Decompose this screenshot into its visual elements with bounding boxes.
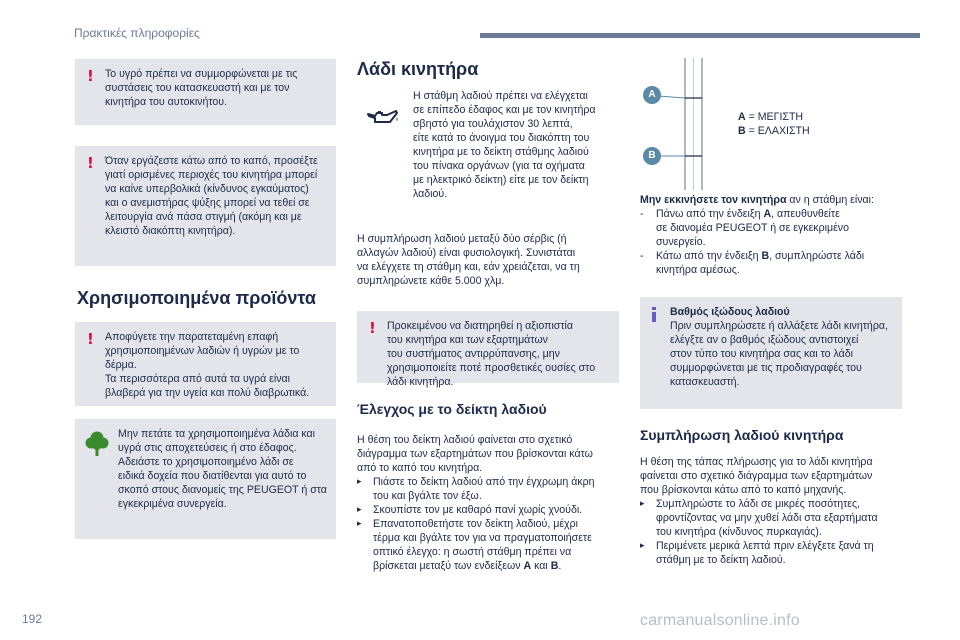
marker-b: B [643,147,661,165]
warning-box-skin: ! Αποφύγετε την παρατεταμένη επαφή χρησιμοποιημένων λαδιών ή υγρών με το δέρμα. Τα περισσότερα από αυτά τα υγρά είναι βλαβερά για την υγεία και πολύ διαβρωτικά. [75,322,336,406]
warning-box-additives: ! Προκειμένου να διατηρηθεί η αξιοπιστία του κινητήρα και των εξαρτημάτων του συστήματος αντιρρύπανσης, μην χρησιμοποιείτε ποτέ προσθετικές ουσίες στο λάδι κινητήρα. [357,311,619,383]
warning-icon: ! [87,67,94,85]
dipstick-section: Η θέση του δείκτη λαδιού φαίνεται στο σχετικό διάγραμμα των εξαρτημάτων που βρίσκονται κάτω από το καπό του κινητήρα. ▸ Πιάστε το δείκτη λαδιού από την έγχρωμη άκρη του και βγάλτε τον έξω. ▸ Σκουπίστε τον με καθαρό πανί χωρίς χνούδι. ▸ Επανατοποθετήστε τον δείκτη λαδιού, μέχρι τέρμα και βγάλτε τον για να πραγματοποιήσετε οπτικό έλεγχο: η σωστή στάθμη πρέπει να βρίσκεται μεταξύ των ενδείξεων A και B. [357,433,619,573]
warning-box-hot: ! Όταν εργάζεστε κάτω από το καπό, προσέξτε γιατί ορισμένες περιοχές του κινητήρα μπορεί να καίνε υπερβολικά (κίνδυνος εγκαύματος) και ο ανεμιστήρας ψύξης μπορεί να τεθεί σε λειτουργία ανά πάσα στιγμή (ακόμη και με κλειστό διακόπτη κινητήρα). [75,146,336,266]
list-item: - Κάτω από την ένδειξη B, συμπληρώστε λάδι κινητήρα αμέσως. [640,250,865,276]
topup-section: Η θέση της τάπας πλήρωσης για το λάδι κινητήρα φαίνεται στο σχετικό διάγραμμα των εξαρτημάτων που βρίσκονται κάτω από το καπό μηχανής. ▸ Συμπληρώστε το λάδι σε μικρές ποσότητες, φροντίζοντας να μην χυθεί λάδι στα εξαρτήματα του κινητήρα (κίνδυνος πυρκαγιάς). ▸ Περιμένετε μερικά λεπτά πριν ελέγξετε ξανά τη στάθμη με το δείκτη λαδιού. [640,455,910,567]
list-item: ▸ Συμπληρώστε το λάδι σε μικρές ποσότητες, φροντίζοντας να μην χυθεί λάδι στα εξαρτήματα του κινητήρα (κίνδυνος πυρκαγιάς). [640,498,878,538]
used-products-title: Χρησιμοποιημένα προϊόντα [77,288,316,308]
bullet-icon: ▸ [357,477,362,487]
list-item: ▸ Επανατοποθετήστε τον δείκτη λαδιού, μέχρι τέρμα και βγάλτε τον για να πραγματοποιήσετε οπτικό έλεγχο: η σωστή στάθμη πρέπει να βρίσκεται μεταξύ των ενδείξεων A και B. [357,518,592,572]
oil-can-icon [366,108,400,130]
warning-icon: ! [87,154,94,172]
warning-box-fluid: ! Το υγρό πρέπει να συμμορφώνεται με τις συστάσεις του κατασκευαστή και με τον κινητήρα του αυτοκινήτου. [75,59,336,125]
info-icon [652,307,656,322]
watermark: carmanualsonline.info [640,612,800,629]
tree-icon [85,429,109,457]
dipstick-check-title: Έλεγχος με το δείκτη λαδιού [357,401,547,417]
marker-a: A [643,86,661,104]
bullet-icon: ▸ [357,519,362,529]
bullet-icon: ▸ [640,541,645,551]
section-title: Πρακτικές πληροφορίες [74,26,200,40]
warning-icon: ! [87,330,94,348]
info-box-viscosity: Βαθμός ιξώδους λαδιού Πριν συμπληρώσετε ή αλλάξετε λάδι κινητήρα, ελέγξτε αν ο βαθμός ιξώδους αντιστοιχεί στον τύπο του κινητήρα σας και το λάδι συμμορφώνεται με τις προδιαγραφές του κατασκευαστή. [640,297,902,409]
dipstick-diagram [640,58,730,192]
bullet-icon: ▸ [640,499,645,509]
list-item: ▸ Περιμένετε μερικά λεπτά πριν ελέγξετε ξανά τη στάθμη με το δείκτη λαδιού. [640,540,874,566]
list-item: ▸ Σκουπίστε τον με καθαρό πανί χωρίς χνούδι. [357,504,583,516]
list-item: - Πάνω από την ένδειξη A, απευθυνθείτε σε διανομέα PEUGEOT ή σε εγκεκριμένο συνεργείο. [640,208,849,248]
topup-title: Συμπλήρωση λαδιού κινητήρα [640,427,844,443]
warning-icon: ! [369,319,376,337]
list-item: ▸ Πιάστε το δείκτη λαδιού από την έγχρωμη άκρη του και βγάλτε τον έξω. [357,476,595,502]
eco-box: Μην πετάτε τα χρησιμοποιημένα λάδια και υγρά στις αποχετεύσεις ή στο έδαφος. Αδειάστε το χρησιμοποιημένο λάδι σε ειδικά δοχεία που διατίθενται για αυτό το σκοπό στους διανομείς της PEUGEOT ή στα εγκεκριμένα συνεργεία. [75,419,336,539]
page-number: 192 [22,612,43,626]
oil-topup-paragraph: Η συμπλήρωση λαδιού μεταξύ δύο σέρβις (ή αλλαγών λαδιού) είναι φυσιολογική. Συνιστάται να ελέγχετε τη στάθμη και, εάν χρειάζεται, να τη συμπληρώνετε κάθε 5.000 χλμ. [357,233,580,287]
bullet-icon: ▸ [357,505,362,515]
header-bar [480,33,920,38]
engine-oil-title: Λάδι κινητήρα [357,59,479,79]
no-start-section: Μην εκκινήσετε τον κινητήρα αν η στάθμη είναι: - Πάνω από την ένδειξη A, απευθυνθείτε σε διανομέα PEUGEOT ή σε εγκεκριμένο συνεργείο. - Κάτω από την ένδειξη B, συμπληρώστε λάδι κινητήρα αμέσως. [640,193,905,277]
oil-intro: Η στάθμη λαδιού πρέπει να ελέγχεται σε επίπεδο έδαφος και με τον κινητήρα σβηστό για τουλάχιστον 30 λεπτά, είτε κατά το άνοιγμα του διακόπτη του κινητήρα με το δείκτη στάθμης λαδιού του πίνακα οργάνων (για τα οχήματα με ηλεκτρικό δείκτη) είτε με τον δείκτη λαδιού. [413,90,596,200]
dipstick-legend: A = ΜΕΓΙΣΤΗ B = ΕΛΑΧΙΣΤΗ [738,111,810,137]
